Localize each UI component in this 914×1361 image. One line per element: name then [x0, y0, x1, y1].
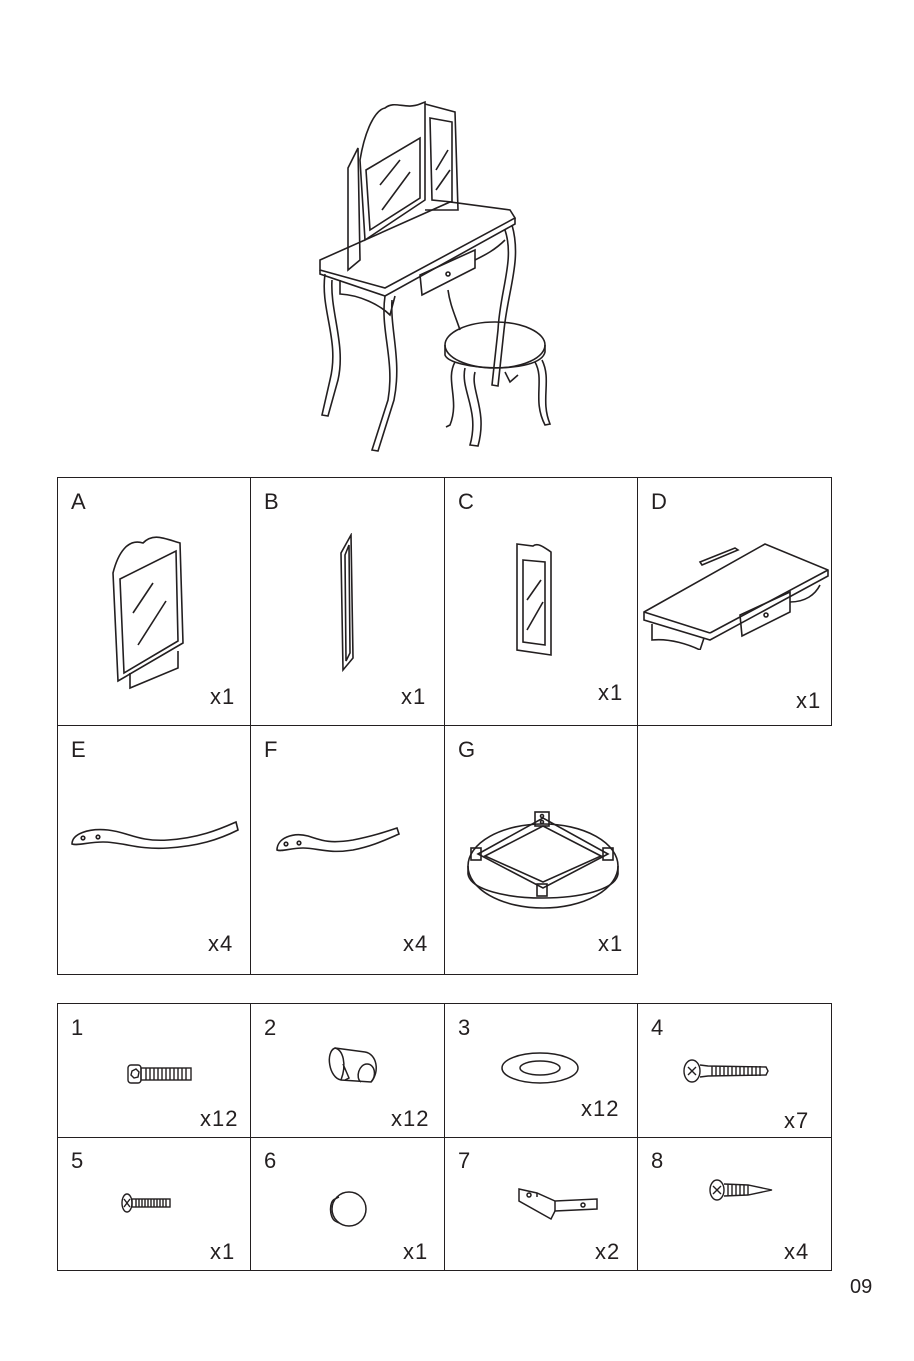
part-cell-f	[251, 726, 445, 975]
part-cell-g	[445, 726, 638, 975]
hardware-cell-4	[638, 1003, 832, 1138]
vanity-set-illustration	[300, 90, 560, 460]
page-number: 09	[850, 1276, 873, 1298]
part-cell-e	[57, 726, 251, 975]
hardware-cell-7	[445, 1137, 638, 1271]
hardware-cell-5	[57, 1137, 251, 1271]
hardware-number: 4	[651, 1015, 664, 1040]
hardware-qty: x12	[581, 1096, 620, 1121]
part-qty: x4	[208, 931, 234, 956]
parts-grid	[57, 477, 832, 975]
part-letter: F	[264, 737, 278, 762]
hex-bolt-icon	[126, 1062, 194, 1086]
hardware-number: 1	[71, 1015, 84, 1040]
table-top-icon	[640, 540, 830, 650]
part-qty: x1	[401, 684, 427, 709]
long-screw-icon	[682, 1057, 770, 1085]
drawer-knob-icon	[325, 1187, 369, 1231]
hardware-cell-6	[251, 1137, 445, 1271]
part-qty: x4	[403, 931, 429, 956]
hardware-cell-8	[638, 1137, 832, 1271]
hardware-qty: x1	[403, 1239, 429, 1264]
stool-leg-icon	[273, 826, 403, 866]
hardware-cell-1	[57, 1003, 251, 1138]
l-bracket-icon	[515, 1183, 605, 1225]
part-letter: A	[71, 489, 86, 514]
side-mirror-icon	[513, 540, 558, 660]
hardware-number: 6	[264, 1148, 277, 1173]
part-qty: x1	[796, 688, 822, 713]
part-cell-c	[445, 477, 638, 726]
part-cell-d	[638, 477, 832, 726]
side-mirror-thin-icon	[333, 533, 363, 673]
wood-screw-icon	[708, 1177, 774, 1203]
barrel-nut-icon	[325, 1042, 383, 1088]
hardware-qty: x7	[784, 1108, 810, 1133]
part-letter: C	[458, 489, 474, 514]
part-letter: G	[458, 737, 476, 762]
hardware-qty: x12	[391, 1106, 430, 1131]
hardware-qty: x12	[200, 1106, 239, 1131]
part-qty: x1	[598, 680, 624, 705]
part-letter: B	[264, 489, 279, 514]
hardware-cell-2	[251, 1003, 445, 1138]
hardware-number: 7	[458, 1148, 471, 1173]
center-mirror-icon	[108, 533, 188, 693]
hardware-qty: x2	[595, 1239, 621, 1264]
hardware-number: 2	[264, 1015, 277, 1040]
part-qty: x1	[598, 931, 624, 956]
hardware-cell-3	[445, 1003, 638, 1138]
hardware-qty: x1	[210, 1239, 236, 1264]
hardware-number: 5	[71, 1148, 84, 1173]
table-leg-icon	[68, 816, 243, 861]
short-screw-icon	[120, 1192, 172, 1214]
washer-icon	[499, 1050, 581, 1086]
part-letter: D	[651, 489, 667, 514]
part-qty: x1	[210, 684, 236, 709]
part-cell-a	[57, 477, 251, 726]
hardware-number: 3	[458, 1015, 471, 1040]
hardware-grid	[57, 1003, 832, 1271]
part-letter: E	[71, 737, 86, 762]
hardware-number: 8	[651, 1148, 664, 1173]
hardware-qty: x4	[784, 1239, 810, 1264]
stool-seat-icon	[463, 806, 623, 916]
part-cell-b	[251, 477, 445, 726]
